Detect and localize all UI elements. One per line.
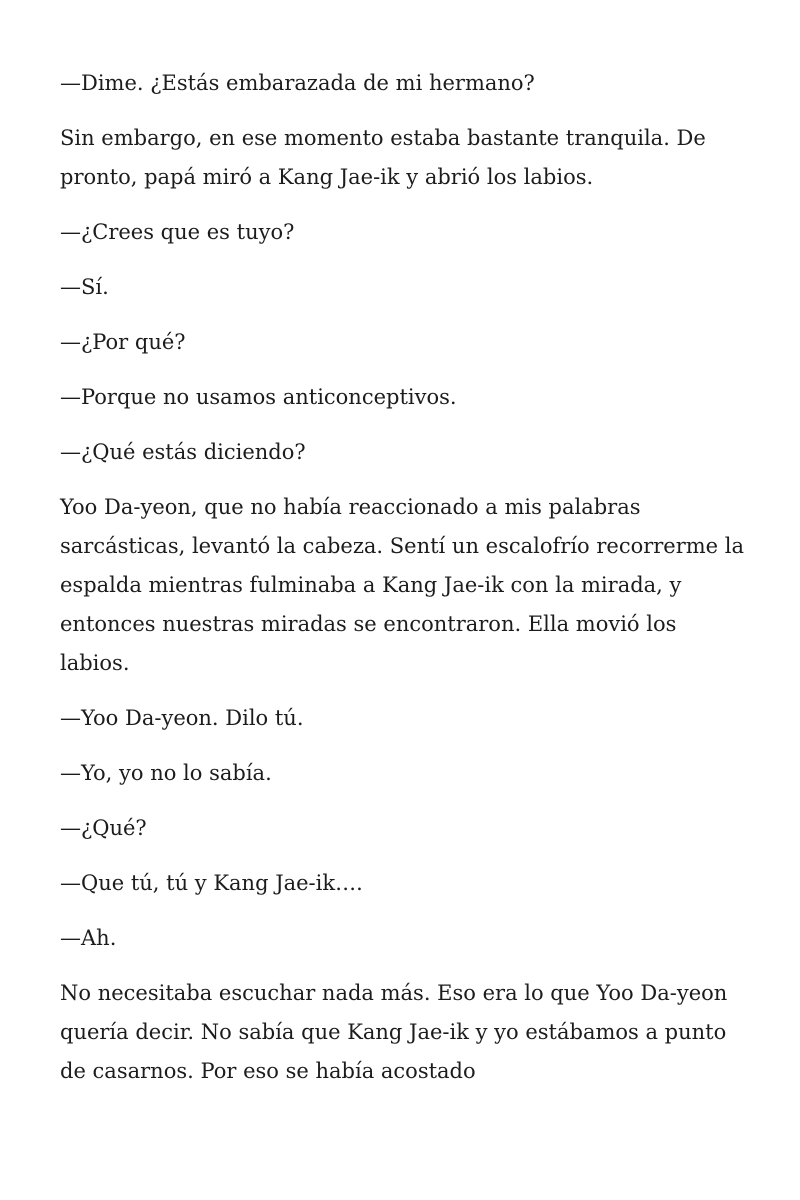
paragraph: —Sí. — [60, 275, 109, 299]
paragraph: —¿Qué estás diciendo? — [60, 440, 306, 464]
paragraph: Sin embargo, en ese momento estaba bastante tranquila. De pronto, papá miró a Kang Jae-ik y abrió los labios. — [60, 126, 706, 189]
paragraph: Yoo Da-yeon, que no había reaccionado a mis palabras sarcásticas, levantó la cabeza. Sentí un escalofrío recorrerme la espalda mientras fulminaba a Kang Jae-ik con la mirada, y entonces nuestras miradas se encontraron. Ella movió los labios. — [60, 495, 745, 675]
paragraph: —Yo, yo no lo sabía. — [60, 761, 272, 785]
document-page — [60, 64, 750, 1107]
paragraph: —Dime. ¿Estás embarazada de mi hermano? — [60, 71, 535, 95]
paragraph: —¿Qué? — [60, 816, 147, 840]
paragraph: —Que tú, tú y Kang Jae-ik…. — [60, 871, 363, 895]
paragraph: —¿Por qué? — [60, 330, 186, 354]
paragraph: —¿Crees que es tuyo? — [60, 220, 295, 244]
paragraph: —Ah. — [60, 926, 117, 950]
paragraph: —Yoo Da-yeon. Dilo tú. — [60, 706, 304, 730]
paragraph: —Porque no usamos anticonceptivos. — [60, 385, 457, 409]
paragraph: No necesitaba escuchar nada más. Eso era lo que Yoo Da-yeon quería decir. No sabía que Kang Jae-ik y yo estábamos a punto de casarnos. Por eso se había acostado — [60, 981, 728, 1083]
